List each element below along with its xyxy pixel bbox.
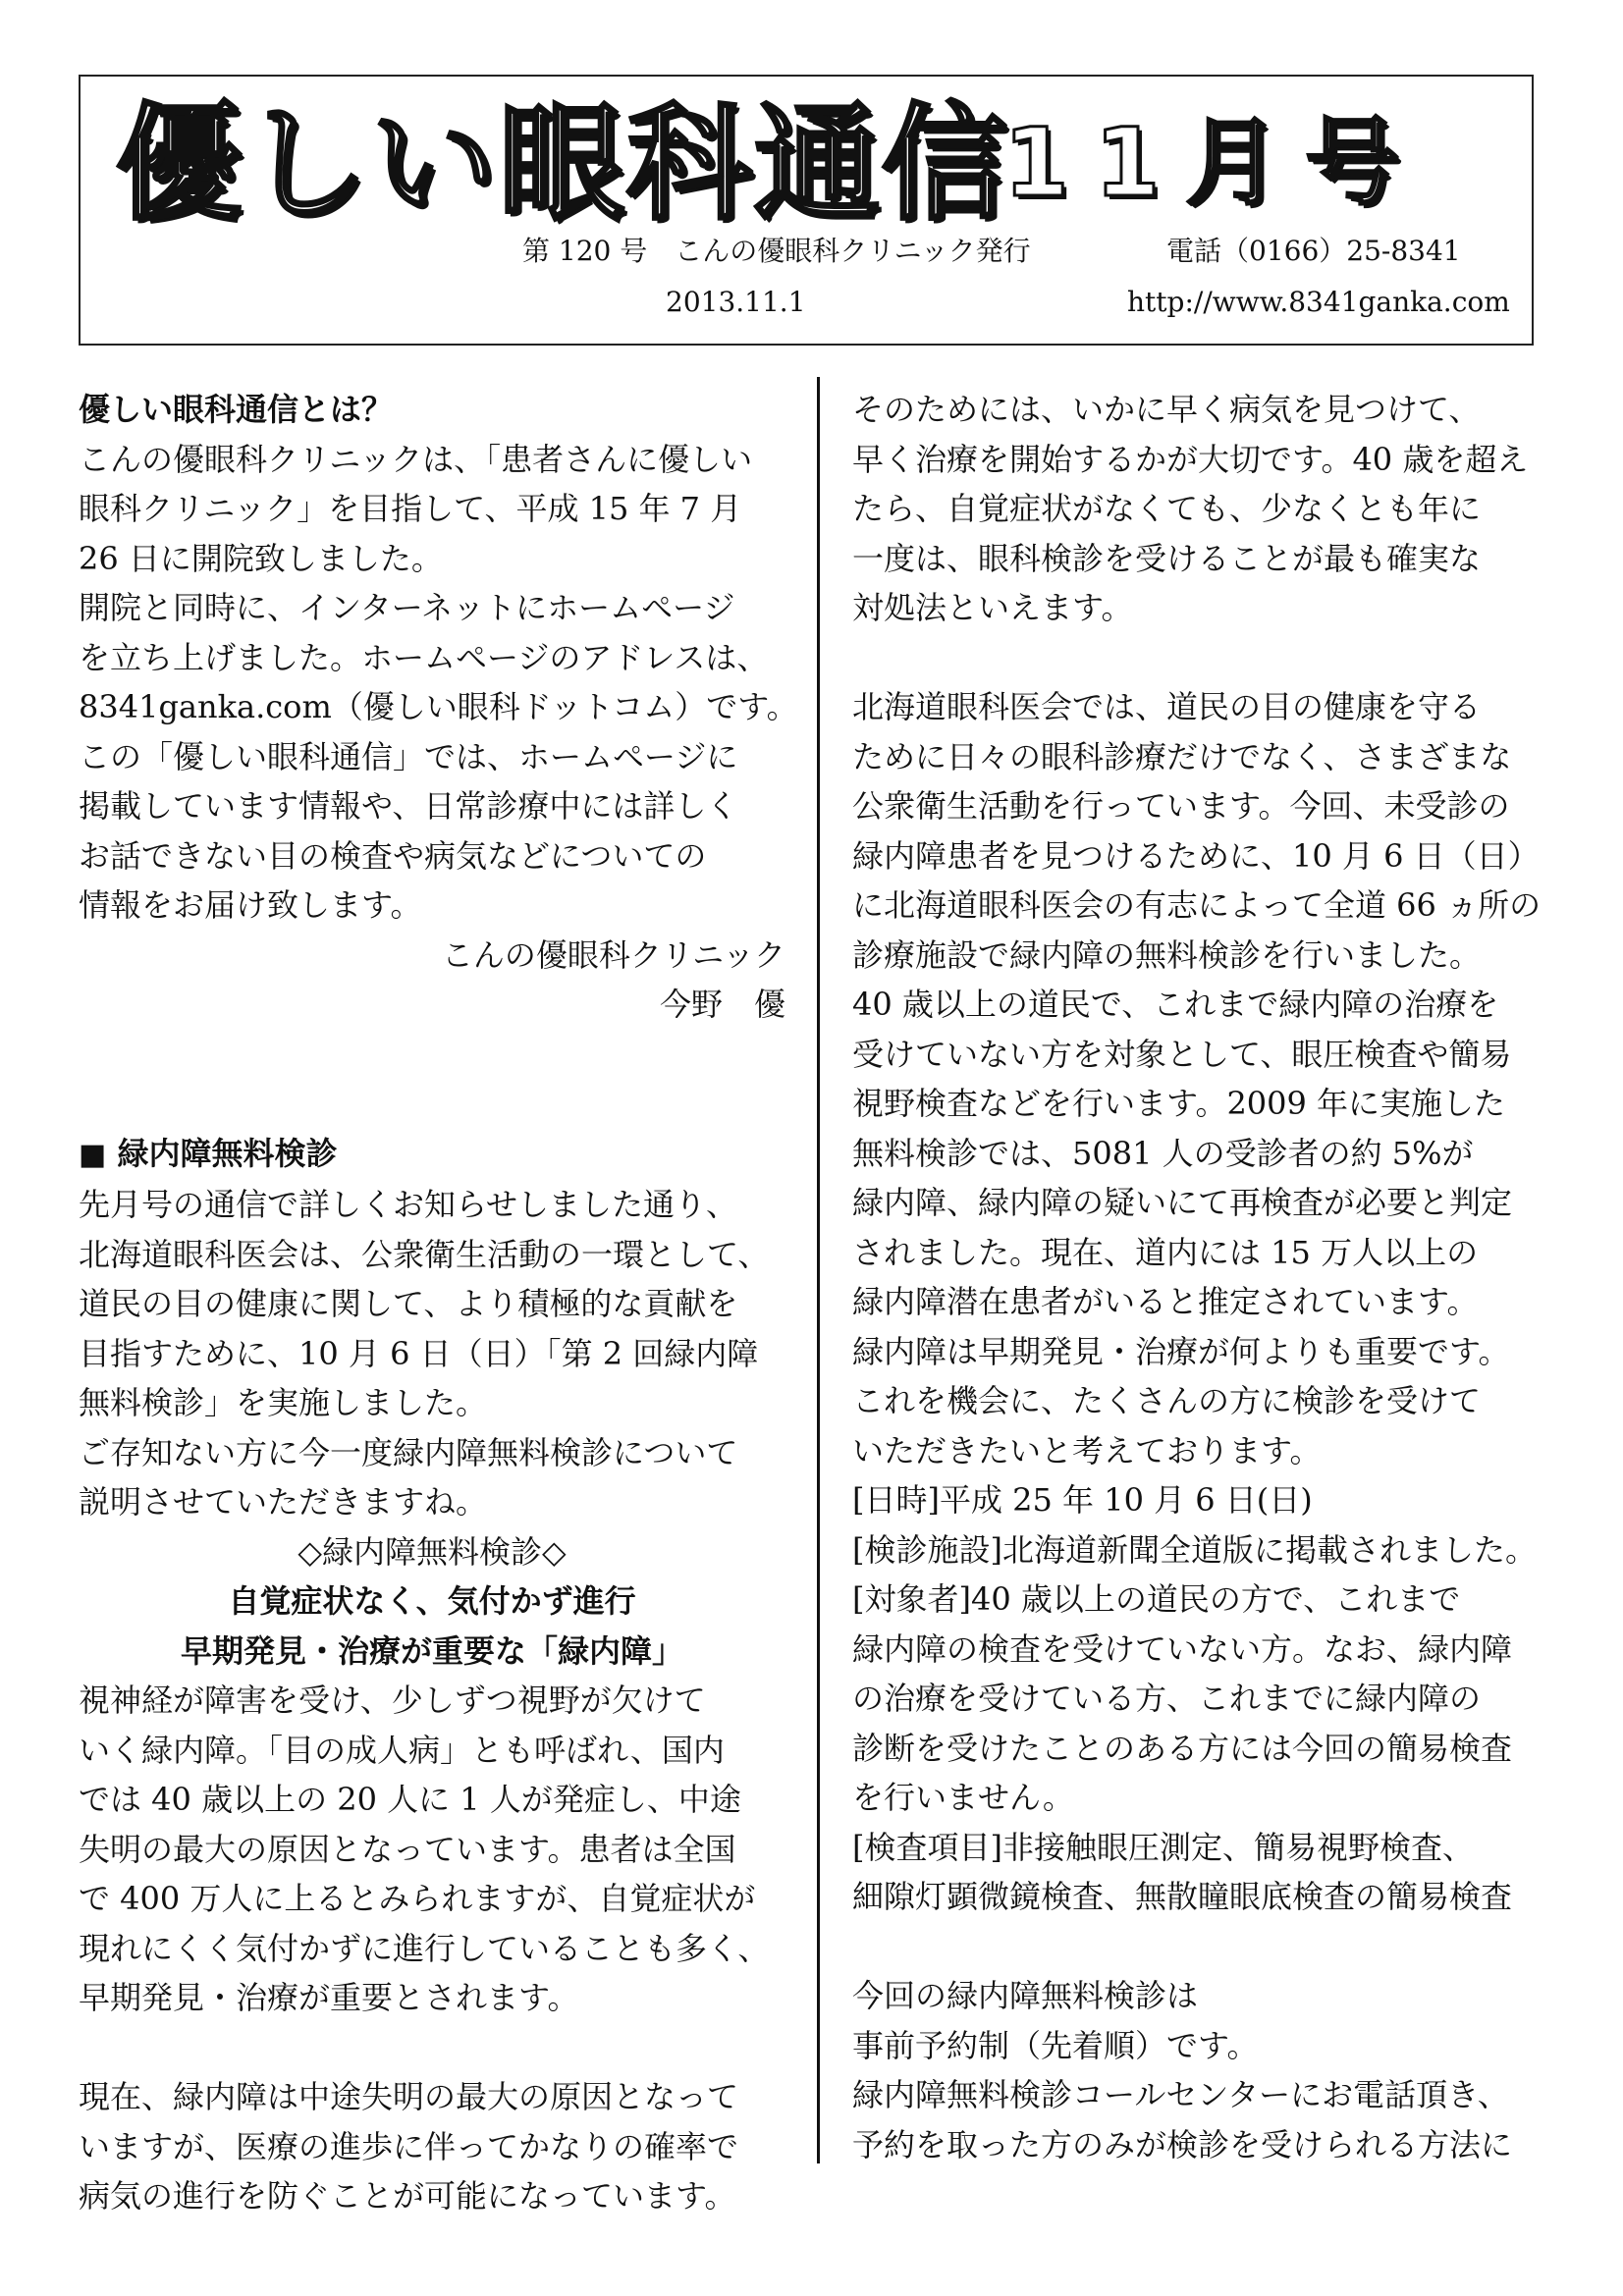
- para2-line: 受けていない方を対象として、眼圧検査や簡易: [852, 1035, 1512, 1073]
- para3-line: 事前予約制（先着順）です。: [852, 2026, 1259, 2064]
- body-line: では 40 歳以上の 20 人に 1 人が発症し、中途: [79, 1781, 741, 1818]
- section-line: 道民の目の健康に関して、より積極的な貢献を: [79, 1285, 738, 1322]
- intro-line: こんの優眼科クリニックは、「患者さんに優しい: [79, 440, 753, 478]
- left-column: [79, 385, 798, 2221]
- intro-line: 掲載しています情報や、日常診療中には詳しく: [79, 787, 738, 825]
- column-divider: [817, 377, 820, 2163]
- section-title: [79, 1129, 785, 1181]
- para2-line: 緑内障は早期発見・治療が何よりも重要です。: [852, 1332, 1510, 1370]
- section-line: ご存知ない方に今一度緑内障無料検診について: [79, 1433, 738, 1471]
- para2-line: 細隙灯顕微鏡検査、無散瞳眼底検査の簡易検査: [852, 1878, 1513, 1915]
- tail-line: 病気の進行を防ぐことが可能になっています。: [79, 2177, 736, 2215]
- issue-month: 11月号: [1003, 108, 1426, 218]
- para1-line: 早く治療を開始するかが大切です。40 歳を超え: [852, 440, 1529, 478]
- para-2: [852, 682, 1575, 1922]
- para-1: [852, 385, 1575, 633]
- para1-line: 一度は、眼科検診を受けることが最も確実な: [852, 539, 1482, 577]
- body-line: 早期発見・治療が重要とされます。: [79, 1979, 579, 2016]
- para2-line: 北海道眼科医会では、道民の目の健康を守る: [852, 688, 1482, 725]
- tail-line: 現在、緑内障は中途失明の最大の原因となって: [79, 2078, 739, 2115]
- tail-line: いますが、医療の進歩に伴ってかなりの確率で: [79, 2127, 739, 2165]
- intro-line: この「優しい眼科通信」では、ホームページに: [79, 737, 738, 775]
- issue-line: 第 120 号 こんの優眼科クリニック発行: [522, 235, 1031, 267]
- website-url: http://www.8341ganka.com: [1127, 286, 1510, 318]
- glaucoma-body: [79, 1676, 785, 2023]
- section-line: 説明させていただきますね。: [79, 1483, 488, 1521]
- body-line: で 400 万人に上るとみられますが、自覚症状が: [79, 1880, 756, 1917]
- para2-line: 視野検査などを行います。2009 年に実施した: [852, 1085, 1506, 1122]
- para2-line: [検診施設]北海道新聞全道版に掲載されました。: [852, 1530, 1537, 1569]
- para1-line: そのためには、いかに早く病気を見つけて、: [852, 391, 1481, 428]
- para2-line: を行いません。: [852, 1779, 1074, 1816]
- right-column: [852, 385, 1575, 2169]
- body-line: 視神経が障害を受け、少しずつ視野が欠けて: [79, 1682, 706, 1719]
- intro-line: 開院と同時に、インターネットにホームページ: [79, 589, 735, 626]
- section-title-text: 緑内障無料検診: [117, 1134, 338, 1172]
- para-3: [852, 1971, 1575, 2169]
- section-line: 目指すために、10 月 6 日（日）「第 2 回緑内障: [79, 1334, 759, 1372]
- para3-line: 予約を取った方のみが検診を受けられる方法に: [852, 2125, 1513, 2163]
- phone-number: 電話（0166）25-8341: [1166, 235, 1461, 267]
- para1-line: たら、自覚症状がなくても、少なくとも年に: [852, 490, 1482, 527]
- section-line: 先月号の通信で詳しくお知らせしました通り、: [79, 1186, 738, 1223]
- intro-line: お話できない目の検査や病気などについての: [79, 836, 707, 875]
- para2-line: に北海道眼科医会の有志によって全道 66 ヵ所の: [852, 886, 1542, 924]
- para2-line: これを機会に、たくさんの方に検診を受けて: [852, 1382, 1482, 1419]
- para2-line: ために日々の眼科診療だけでなく、さまざまな: [852, 737, 1512, 775]
- intro-line: 8341ganka.com（優しい眼科ドットコム）です。: [79, 688, 798, 725]
- para2-line: 40 歳以上の道民で、これまで緑内障の治療を: [852, 986, 1499, 1023]
- para2-line: 無料検診では、5081 人の受診者の約 5%が: [852, 1134, 1474, 1172]
- para2-line: 診断を受けたことのある方には今回の簡易検査: [852, 1729, 1513, 1767]
- intro-line: 26 日に開院致しました。: [79, 539, 443, 577]
- body-line: いく緑内障。「目の成人病」とも呼ばれ、国内: [79, 1731, 725, 1769]
- signature-clinic: こんの優眼科クリニック: [441, 935, 785, 974]
- intro-line: 情報をお届け致します。: [79, 886, 422, 924]
- intro-title: 優しい眼科通信とは？: [79, 391, 394, 428]
- para2-line: [検査項目]非接触眼圧測定、簡易視野検査、: [852, 1828, 1474, 1866]
- box-heading: ◇緑内障無料検診◇: [298, 1532, 567, 1571]
- intro-line: 眼科クリニック」を目指して、平成 15 年 7 月: [79, 490, 742, 527]
- section-line: 無料検診」を実施しました。: [79, 1384, 488, 1421]
- para2-line: 緑内障潜在患者がいると推定されています。: [852, 1283, 1479, 1320]
- section-body: [79, 1180, 785, 1527]
- para2-line: [対象者]40 歳以上の道民の方で、これまで: [852, 1580, 1461, 1618]
- para2-line: 緑内障、緑内障の疑いにて再検査が必要と判定: [852, 1184, 1513, 1221]
- para2-line: されました。現在、道内には 15 万人以上の: [852, 1233, 1479, 1271]
- para2-line: 公衆衛生活動を行っています。今回、未受診の: [852, 787, 1510, 825]
- intro-body: [79, 435, 798, 931]
- para1-line: 対処法といえます。: [852, 589, 1133, 626]
- para3-line: 今回の緑内障無料検診は: [852, 1977, 1199, 2014]
- body-line: 失明の最大の原因となっています。患者は全国: [79, 1830, 736, 1868]
- tail-body: [79, 2072, 785, 2221]
- issue-date: 2013.11.1: [666, 286, 806, 318]
- bold-headline-1: 自覚症状なく、気付かず進行: [228, 1582, 636, 1620]
- section-line: 北海道眼科医会は、公衆衛生活動の一環として、: [79, 1235, 770, 1273]
- para2-line: いただきたいと考えております。: [852, 1431, 1322, 1469]
- body-line: 現れにくく気付かずに進行していることも多く、: [79, 1929, 770, 1967]
- masthead-title: 優しい眼科通信: [116, 91, 1010, 238]
- intro-line: を立ち上げました。ホームページのアドレスは、: [79, 638, 769, 676]
- para2-line: 緑内障の検査を受けていない方。なお、緑内障: [852, 1629, 1513, 1668]
- para2-line: 診療施設で緑内障の無料検診を行いました。: [852, 935, 1482, 974]
- para2-line: の治療を受けている方、これまでに緑内障の: [852, 1680, 1482, 1717]
- signature-name: 今野 優: [659, 986, 785, 1023]
- section-square-icon: ■: [79, 1137, 107, 1172]
- bold-headline-2: 早期発見・治療が重要な「緑内障」: [180, 1631, 683, 1670]
- para2-line: [日時]平成 25 年 10 月 6 日(日): [852, 1481, 1313, 1519]
- newsletter-header: [79, 75, 1534, 346]
- para2-line: 緑内障患者を見つけるために、10 月 6 日（日）: [852, 836, 1540, 875]
- para3-line: 緑内障無料検診コールセンターにお電話頂き、: [852, 2076, 1509, 2113]
